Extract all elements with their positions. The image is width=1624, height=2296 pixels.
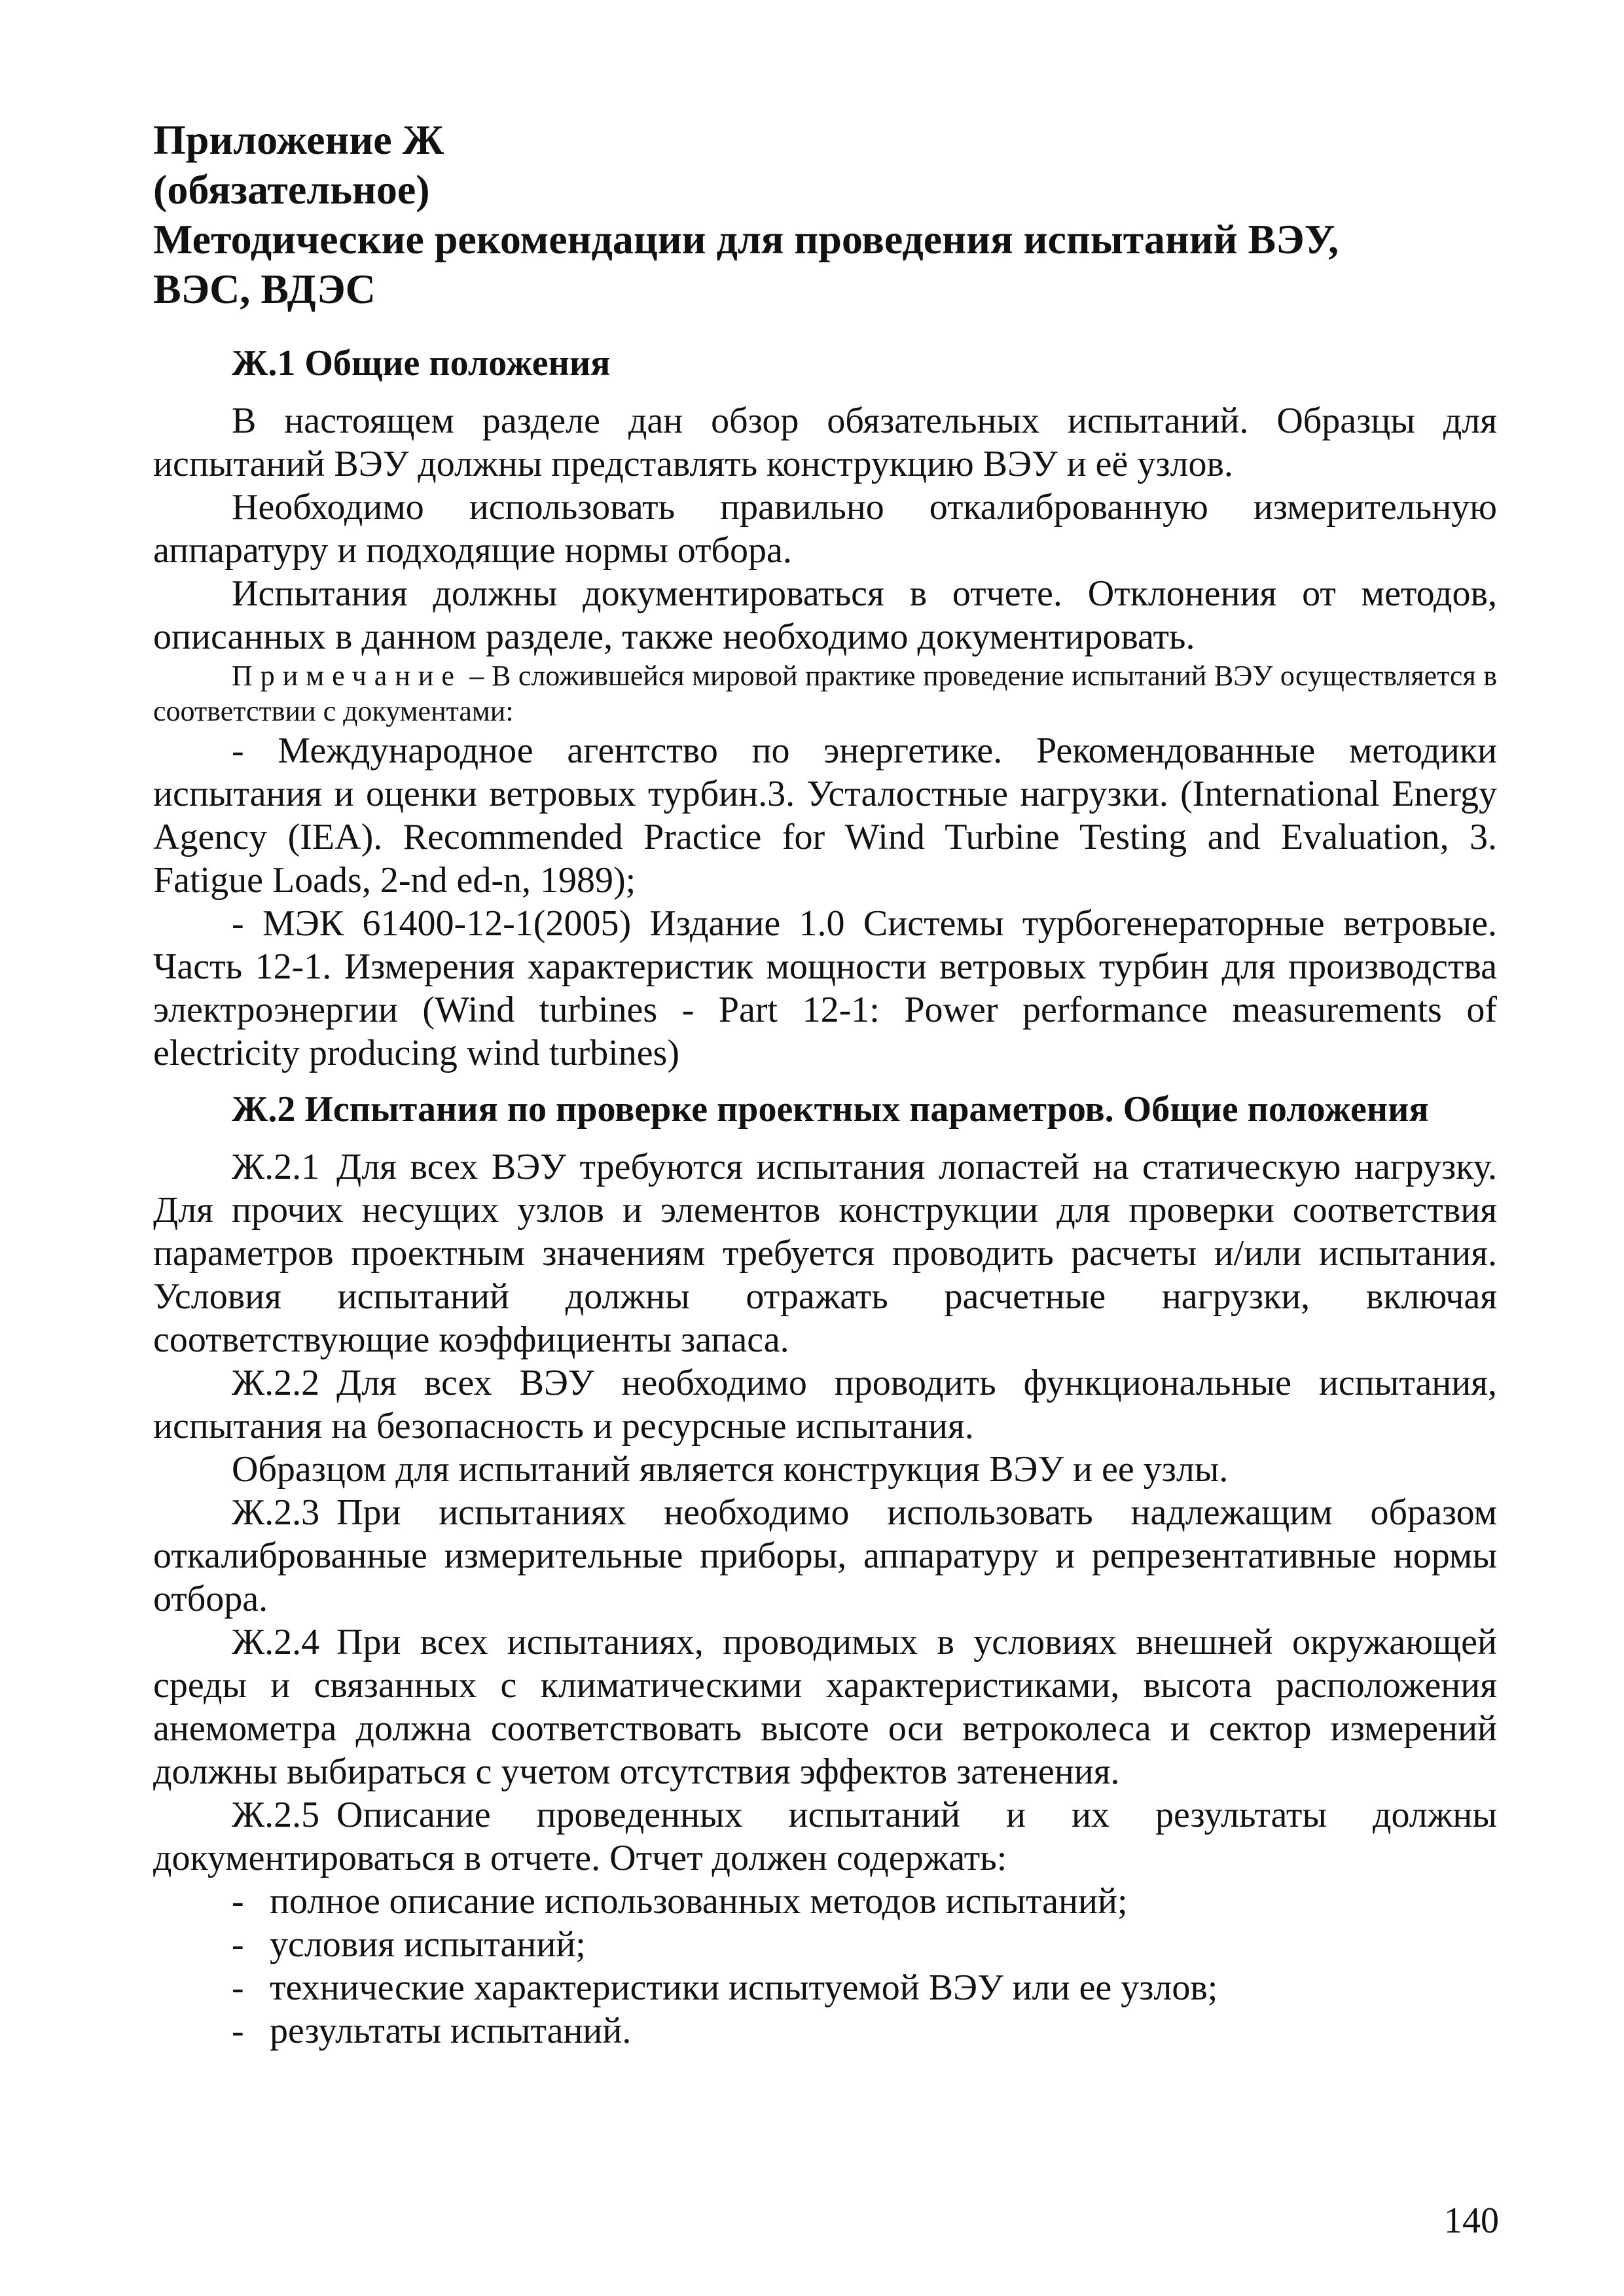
clause-2-1-text: Для всех ВЭУ требуются испытания лопастей на статическую нагрузку. Для прочих несущих узлов и элементов конструкции для проверки соответствия параметров проектным значениям требуется проводить расчеты и/или испытания. Условия испытаний должны отражать расчетные нагрузки, включая соответствующие коэффициенты запаса.: [153, 1147, 1497, 1360]
section-1-paragraph-2: Необходимо использовать правильно откалиброванную измерительную аппаратуру и подходящие нормы отбора.: [153, 487, 1497, 571]
page-content: [153, 115, 1497, 2053]
list-item: [153, 1880, 1497, 1923]
appendix-title-line-1: Приложение Ж: [153, 117, 444, 163]
list-dash: -: [232, 1924, 244, 1965]
clause-2-5-text: Описание проведенных испытаний и их результаты должны документироваться в отчете. Отчет должен содержать:: [153, 1795, 1497, 1878]
list-item-text: полное описание использованных методов испытаний;: [270, 1881, 1128, 1922]
clause-2-5-number: Ж.2.5: [232, 1795, 320, 1835]
section-1-paragraph-1: В настоящем разделе дан обзор обязательных испытаний. Образцы для испытаний ВЭУ должны представлять конструкцию ВЭУ и её узлов.: [153, 401, 1497, 484]
list-dash: -: [232, 1881, 244, 1922]
clause-2-2-paragraph-2: Образцом для испытаний является конструкция ВЭУ и ее узлы.: [232, 1449, 1229, 1490]
note-label: Примечание: [232, 660, 462, 692]
reference-1-dash: -: [232, 730, 244, 771]
section-1-heading: Ж.1 Общие положения: [232, 343, 611, 384]
reference-1-text: Международное агентство по энергетике. Рекомендованные методики испытания и оценки ветровых турбин.3. Усталостные нагрузки. (International Energy Agency (IEA). Recommended Practice for Wind Turbine Testing and Evaluation, 3. Fatigue Loads, 2-nd ed-n, 1989);: [153, 730, 1497, 901]
section-2-heading: Ж.2 Испытания по проверке проектных параметров. Общие положения: [232, 1089, 1429, 1130]
clause-2-2: [153, 1361, 1497, 1448]
section-1-note: [153, 658, 1497, 729]
list-item: [153, 1966, 1497, 2009]
appendix-title-line-3: Методические рекомендации для проведения испытаний ВЭУ,: [153, 216, 1339, 262]
clause-2-1: [153, 1145, 1497, 1361]
clause-2-5: [153, 1793, 1497, 1880]
reference-2: [153, 902, 1497, 1075]
clause-2-1-number: Ж.2.1: [232, 1147, 320, 1187]
list-item-text: результаты испытаний.: [270, 2011, 632, 2051]
clause-2-2-number: Ж.2.2: [232, 1363, 320, 1403]
list-item: [153, 1923, 1497, 1966]
list-item-text: условия испытаний;: [270, 1924, 586, 1965]
reference-2-text: МЭК 61400-12-1(2005) Издание 1.0 Системы турбогенераторные ветровые. Часть 12-1. Измерения характеристик мощности ветровых турбин для производства электроэнергии (Wind turbines - Part 12-1: Power performance measurements of electricity producing wind turbines): [153, 903, 1497, 1073]
section-1-paragraph-3: Испытания должны документироваться в отчете. Отклонения от методов, описанных в данном разделе, также необходимо документировать.: [153, 573, 1497, 657]
clause-2-2-text: Для всех ВЭУ необходимо проводить функциональные испытания, испытания на безопасность и ресурсные испытания.: [153, 1363, 1497, 1446]
clause-2-4-number: Ж.2.4: [232, 1622, 320, 1662]
appendix-title: [153, 115, 1497, 314]
clause-2-3-text: При испытаниях необходимо использовать надлежащим образом откалиброванные измерительные приборы, аппаратуру и репрезентативные нормы отбора.: [153, 1492, 1497, 1619]
list-item: [153, 2009, 1497, 2053]
appendix-title-line-2: (обязательное): [153, 166, 430, 213]
clause-2-3-number: Ж.2.3: [232, 1492, 320, 1533]
report-contents-list: [153, 1880, 1497, 2053]
note-text: – В сложившейся мировой практике проведение испытаний ВЭУ осуществляется в соответствии с документами:: [153, 660, 1497, 727]
list-item-text: технические характеристики испытуемой ВЭУ или ее узлов;: [270, 1967, 1218, 2008]
list-dash: -: [232, 1967, 244, 2008]
clause-2-4-text: При всех испытаниях, проводимых в условиях внешней окружающей среды и связанных с климатическими характеристиками, высота расположения анемометра должна соответствовать высоте оси ветроколеса и сектор измерений должны выбираться с учетом отсутствия эффектов затенения.: [153, 1622, 1497, 1792]
clause-2-4: [153, 1621, 1497, 1793]
reference-1: [153, 729, 1497, 902]
appendix-title-line-4: ВЭС, ВДЭС: [153, 266, 376, 312]
reference-2-dash: -: [232, 903, 244, 944]
clause-2-3: [153, 1491, 1497, 1621]
list-dash: -: [232, 2011, 244, 2051]
page-number: 140: [1444, 2200, 1499, 2241]
